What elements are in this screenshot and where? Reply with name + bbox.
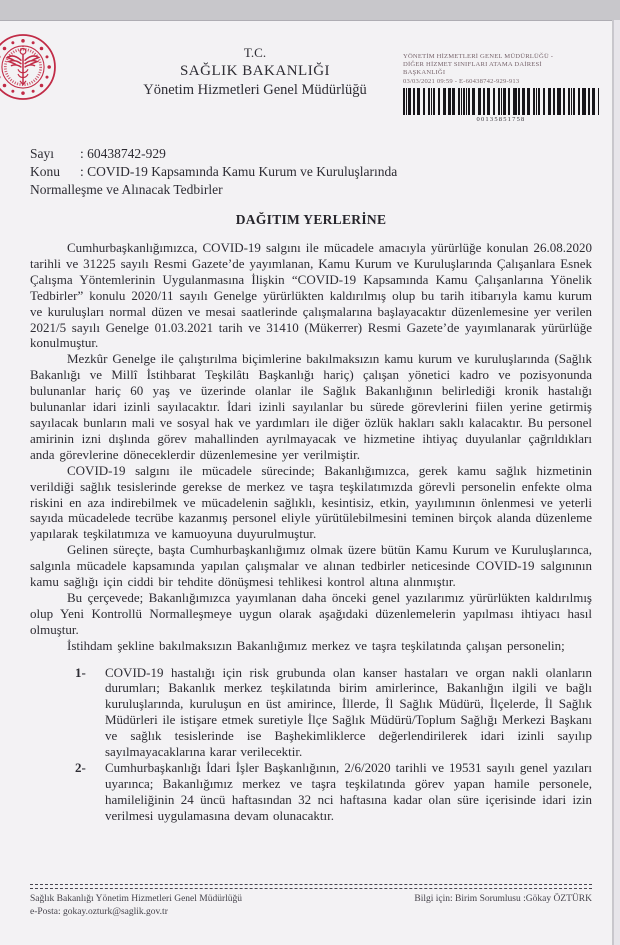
list-item-number: 2- <box>75 760 86 775</box>
sayi-label: Sayı <box>30 146 55 161</box>
scan-edge <box>613 20 620 945</box>
paragraph: Gelinen süreçte, başta Cumhurbaşkanlığımız olmak üzere bütün Kamu Kurum ve Kuruluşlarınca, salgınla mücadele kapsamında yapılan çalışmalar ve alınan tedbirler neticesinde COVID-19 salgınının kamu sağlığı için ciddi bir tehdite dönüşmesi tehlikesi kontrol altına alınmıştır. <box>30 542 592 590</box>
letter-body <box>30 240 592 824</box>
stamp-date-refno: 03/03/2021 09:59 - E-60438742-929-913 <box>403 77 520 85</box>
sayi-value: : 60438742-929 <box>80 146 166 161</box>
paragraph: Mezkûr Genelge ile çalıştırılma biçimlerine bakılmaksızın kamu kurum ve kuruluşlarında (Sağlık Bakanlığı ve Millî İstihbarat Teşkilâtı Başkanlığı hariç) çalışan yönetici kadro ve pozisyonunda bulunanlar hariç 60 yaş ve üzerinde olanlar ile Sağlık Bakanlığının belirlediği kronik hastalığı bulunanlar idari izinli sayılacaktır. İdari izinli sayılanlar bu sürede görevlerini fiilen yerine getirmiş sayılacak bunların mali ve sosyal hak ve yardımları ile diğer özlük hakları saklı kalacaktır. Bu personel amirinin izni dışlında görev mahallinden ayrılmayacak ve hizmetine ihtiyaç duyulanlar çağrıldıkları anda görevlerine döneceklerdir düzenlemesine yer verilmiştir. <box>30 351 592 462</box>
konu-label: Konu <box>30 164 60 179</box>
list-item-text: COVID-19 hastalığı için risk grubunda olan kanser hastaları ve organ nakli olanların durumları; Bakanlık merkez teşkilatında birim amirlerince, Bakanlığın ilgili ve bağlı kuruluşlarında, kuruluşun en üst amirince, İllerde, İl Sağlık Müdürü, İlçelerde, İl Sağlık Müdürleri ile istişare etmek suretiyle İlçe Sağlık Müdürü/Toplum Sağlığı Merkezi Başkanı ve sağlık tesislerinde ise Başhekimliklerce değerlendirilerek idari izinli sayılıp sayılmayacaklarına karar verilecektir. <box>105 664 592 760</box>
sayi-row <box>30 145 592 163</box>
barcode <box>403 88 599 115</box>
footer-unit: Sağlık Bakanlığı Yönetim Hizmetleri Genel Müdürlüğü <box>30 894 243 904</box>
paragraph: COVID-19 salgını ile mücadele sürecinde; Bakanlığımızca, gerek kamu sağlık hizmetinin verildiği sağlık tesislerinde gerekse de merkez ve taşra teşkilatımızda görevli personelin enfekte olma riskini en aza indirebilmek ve mücadelenin sağlıklı, kesintisiz, etkin, yayılımının önlenmesi ve yeterli sayıda mücadelede tecrübe kazanmış personel eliyle yürütülebilmesini teminen birçok alanda düzenleme yapılarak teşkilatımıza ve kamuoyuna duyurulmuştur. <box>30 462 592 542</box>
stamp-unit-line3: BAŞKANLIĞI <box>403 69 446 77</box>
footer-email: e-Posta: gokay.ozturk@saglik.gov.tr <box>30 906 168 917</box>
recipient-heading: DAĞITIM YERLERİNE <box>235 212 387 227</box>
stamp-unit-line2: DİĞER HİZMET SINIFLARI ATAMA DAİRESİ <box>403 61 542 69</box>
letterhead <box>100 44 410 100</box>
letter-footer <box>30 884 592 918</box>
konu-value-line2: Normalleşme ve Alınacak Tedbirler <box>30 182 223 197</box>
list-item-number: 1- <box>75 664 86 680</box>
letterhead-directorate: Yönetim Hizmetleri Genel Müdürlüğü <box>143 82 367 98</box>
stamp-unit-line1: YÖNETİM HİZMETLERİ GENEL MÜDÜRLÜĞÜ - <box>403 53 554 60</box>
konu-value: : COVID-19 Kapsamında Kamu Kurum ve Kuruluşlarında <box>80 164 398 179</box>
paragraph: Cumhurbaşkanlığımızca, COVID-19 salgını ile mücadele amacıyla yürürlüğe konulan 26.08.2020 tarihli ve 31225 sayılı Resmi Gazete’de yayımlanan, Kamu Kurum ve Kuruluşlarında Çalışanlara Esnek Çalışma Yöntemlerinin Uygulanmasına İlişkin “COVID-19 Kapsamında Kamu Çalışanlarına Yönelik Tedbirler” konulu 2020/11 sayılı Genelge yürürlükten kaldırılmış olup bu tarih itibarıyla kamu kurum ve kuruluşları normal düzen ve mesai saatlerinde çalışmalarına başlayacaktır düzenlemesine yer verilen 2021/5 sayılı Genelge 01.03.2021 tarih ve 31410 (Mükerrer) Resmi Gazete’de yayımlanarak yürürlüğe konulmuştur. <box>30 240 592 351</box>
footer-info-contact: Bilgi için: Birim Sorumlusu :Gökay ÖZTÜRK <box>414 894 592 904</box>
footer-contact-block <box>30 893 242 918</box>
barcode-number: 00135851758 <box>476 115 526 123</box>
list-item-text: Cumhurbaşkanlığı İdari İşler Başkanlığının, 2/6/2020 tarihli ve 19531 sayılı genel yazıları uyarınca; Bakanlığımız merkez ve taşra teşkilatında görev yapan hamile personele, hamileliğinin 24 üncü haftasından 32 nci haftasına kadar olan süre içerisinde idari izin verilmesi uygulamasına devam olunacaktır. <box>105 760 592 823</box>
list-item <box>30 760 592 824</box>
paragraph: Bu çerçevede; Bakanlığımızca yayımlanan daha önceki genel yazılarımız yürürlükten kaldırılmış olup Yeni Kontrollü Normalleşmeye uygun olarak aşağıdaki düzenlemelerin yapılması ihtiyacı hasıl olmuştur. <box>30 589 592 637</box>
numbered-list <box>30 665 592 824</box>
konu-row <box>30 163 592 181</box>
e-signature-stamp <box>403 53 603 123</box>
list-item <box>30 665 592 760</box>
letterhead-ministry: SAĞLIK BAKANLIĞI <box>179 63 331 79</box>
document-meta <box>30 145 592 199</box>
footer-separator <box>30 884 592 889</box>
caduceus-icon <box>7 45 38 84</box>
ministry-of-health-seal-icon <box>0 33 57 101</box>
paragraph: İstihdam şekline bakılmaksızın Bakanlığımız merkez ve taşra teşkilatında çalışan personelin; <box>67 637 565 653</box>
letterhead-tc: T.C. <box>243 45 267 60</box>
